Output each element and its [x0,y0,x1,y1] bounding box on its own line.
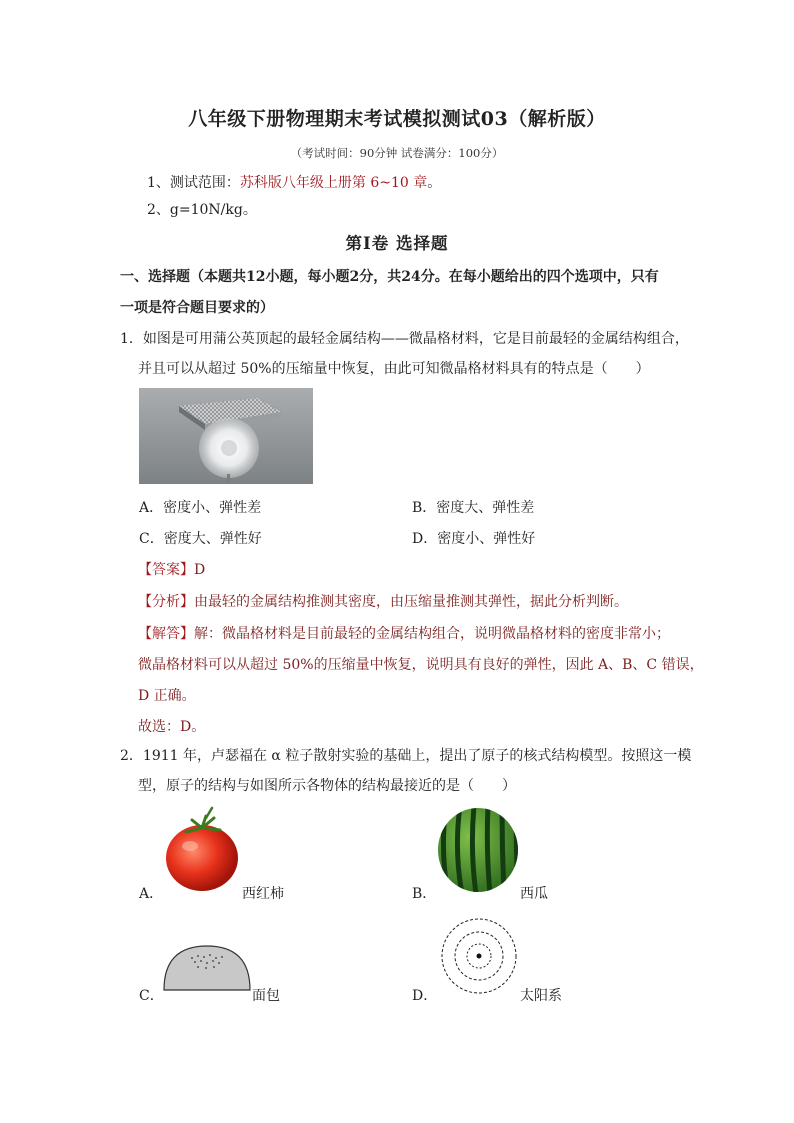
q2-stem-line2: 型，原子的结构与如图所示各物体的结构最接近的是（ ） [138,778,516,794]
q1-stem-line1: 1．如图是可用蒲公英顶起的最轻金属结构——微晶格材料，它是目前最轻的金属结构组合， [120,331,689,347]
q2-option-d-letter: D． [412,988,438,1004]
q1-solution-tag: 【解答】 [138,626,194,642]
q2-option-d-label: 太阳系 [520,988,562,1004]
q1-option-b: B．密度大、弹性差 [412,500,535,516]
bread-svg [162,944,252,994]
q1-dandelion-svg [139,388,313,484]
q2-option-a-letter: A． [139,886,164,902]
q1-answer-value: D [194,562,206,578]
q1-analysis [138,591,628,611]
solar-system-svg [438,916,520,996]
q2-stem-line1: 2．1911 年，卢瑟福在 α 粒子散射实验的基础上，提出了原子的核式结构模型。按照这一模 [120,748,692,764]
q1-answer-tag: 【答案】 [138,562,194,578]
q1-option-a: A．密度小、弹性差 [139,500,262,516]
page-title: 八年级下册物理期末考试模拟测试03（解析版） [188,108,606,130]
exam-meta: （考试时间：90分钟 试卷满分：100分） [290,146,504,160]
q1-choose: 故选：D。 [138,719,206,735]
q1-option-c: C．密度大、弹性好 [139,531,262,547]
q1-stem-line2: 并且可以从超过 50%的压缩量中恢复，由此可知微晶格材料具有的特点是（ ） [138,361,650,377]
q2-option-b-letter: B． [412,886,437,902]
note-scope-range: 苏科版八年级上册第 6~10 章 [239,175,428,191]
q1-option-d: D．密度小、弹性好 [412,531,536,547]
note-gravity: 2、g=10N/kg。 [147,202,257,218]
watermelon-image [436,806,520,894]
section-title: 第Ⅰ卷 选择题 [345,234,449,253]
q2-option-c-label: 面包 [252,988,280,1004]
bread-image [162,944,252,994]
part-header-line2: 一项是符合题目要求的） [120,300,274,316]
tomato-svg [162,806,242,894]
q1-solution-line1 [138,623,670,643]
q2-option-b-label: 西瓜 [520,886,548,902]
q1-answer [138,559,205,579]
q1-solution-line3: D 正确。 [138,688,196,704]
q1-dandelion-image [139,388,313,484]
q1-analysis-text: 由最轻的金属结构推测其密度，由压缩量推测其弹性，据此分析判断。 [194,594,628,610]
tomato-image [162,806,242,894]
q2-option-c-letter: C． [139,988,164,1004]
note-scope-suffix: 。 [427,175,442,191]
q1-solution-line2: 微晶格材料可以从超过 50%的压缩量中恢复，说明具有良好的弹性，因此 A、B、C 错误， [138,657,704,673]
part-header-line1: 一、选择题（本题共12小题，每小题2分，共24分。在每小题给出的四个选项中，只有 [120,269,659,285]
watermelon-svg [436,806,520,894]
q1-analysis-tag: 【分析】 [138,594,194,610]
solar-system-image [438,916,520,996]
q1-solution-text1: 解：微晶格材料是目前最轻的金属结构组合，说明微晶格材料的密度非常小； [194,626,670,642]
note-scope-prefix: 1、测试范围： [147,175,240,191]
note-scope [147,172,441,192]
q2-option-a-label: 西红柿 [242,886,284,902]
